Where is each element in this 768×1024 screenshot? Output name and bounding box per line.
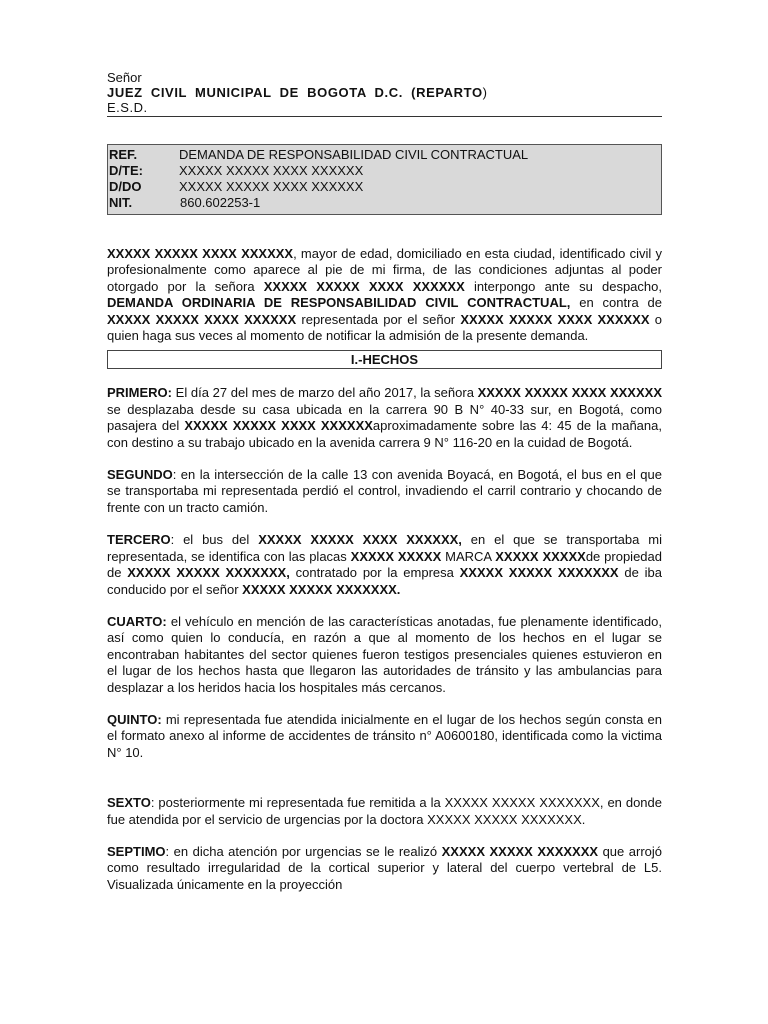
reference-key: REF. (109, 147, 138, 162)
fact-label: PRIMERO: (107, 385, 172, 401)
redacted-name: XXXXX XXXXX XXXXXXX (459, 565, 619, 581)
fact-label: SEGUNDO (107, 467, 173, 483)
fact-septimo (107, 844, 662, 893)
reference-key: D/DO (109, 179, 142, 194)
intro-paragraph (107, 246, 662, 344)
esd-line: E.S.D. (107, 100, 148, 115)
section-heading-hechos: I.-HECHOS (107, 350, 662, 369)
redacted-name: XXXXX XXXXX XXXXXXX. (242, 581, 401, 597)
fact-tercero (107, 532, 662, 598)
fact-text: El día 27 del mes de marzo del año 2017, la señora (172, 385, 478, 401)
reference-value: XXXXX XXXXX XXXX XXXXXX (179, 163, 364, 178)
redacted-name: XXXXX XXXXX XXXX XXXXXX (184, 418, 373, 434)
fact-label: SEPTIMO (107, 843, 166, 859)
intro-text: interpongo ante su despacho, (464, 278, 662, 294)
reference-row (108, 179, 661, 195)
representative-name: XXXXX XXXXX XXXX XXXXXX (460, 311, 650, 327)
address-block (107, 70, 662, 117)
defendant-name: XXXXX XXXXX XXXX XXXXXX (107, 311, 297, 327)
redacted-name: XXXXX XXXXX XXXXXXX (441, 843, 599, 859)
reference-row (108, 195, 661, 211)
fact-text: que arrojó como resultado irregularidad de la cortical superior y lateral del cuerpo vertebral de L5. Visualizada únicamente en la proyección (107, 843, 662, 892)
fact-text: : posteriormente mi representada fue remitida a la XXXXX XXXXX XXXXXXX, en donde fue atendida por el servicio de urgencias por la doctora XXXXX XXXXX XXXXXXX. (107, 795, 662, 827)
redacted-name: XXXXX XXXXX XXXXXXX, (127, 565, 290, 581)
fact-text: mi representada fue atendida inicialmente en el lugar de los hechos según consta en el formato anexo al informe de accidentes de tránsito n° A0600180, identificada como la victima N° 10. (107, 711, 662, 760)
judge-text: JUEZ CIVIL MUNICIPAL DE BOGOTA D.C. (REPARTO (107, 85, 483, 100)
fact-text: : el bus del (170, 532, 259, 548)
salutation: Señor (107, 70, 142, 85)
fact-label: SEXTO (107, 795, 151, 811)
fact-label: TERCERO (107, 532, 171, 548)
fact-primero (107, 385, 662, 451)
document-page (107, 70, 662, 893)
fact-text: MARCA (441, 548, 496, 564)
fact-label: CUARTO: (107, 613, 167, 629)
fact-text: contratado por la empresa (289, 565, 460, 581)
fact-sexto (107, 795, 662, 828)
client-name: XXXXX XXXXX XXXX XXXXXX (263, 278, 465, 294)
fact-label: QUINTO: (107, 711, 162, 727)
intro-text: , mayor de edad, domiciliado en esta ciudad, identificado civil y profesionalmente como aparece al pie de mi firma, de las condiciones adjuntas al poder otorgado por la señora (107, 246, 662, 294)
reference-key: D/TE: (109, 163, 143, 178)
reference-row (108, 147, 661, 163)
fact-text: : en dicha atención por urgencias se le realizó (165, 843, 442, 859)
redacted-brand: XXXXX XXXXX (495, 548, 586, 564)
fact-text: aproximadamente sobre las 4: 45 de la mañana, con destino a su trabajo ubicado en la avenida carrera 9 N° 116-20 en la cuidad de Bogotá. (107, 418, 662, 450)
reference-value: DEMANDA DE RESPONSABILIDAD CIVIL CONTRACTUAL (179, 147, 529, 162)
fact-text: se desplazaba desde su casa ubicada en la carrera 90 B N° 40-33 sur, en Bogotá, como pasajera del (107, 401, 662, 434)
intro-text: representada por el señor (296, 311, 461, 327)
fact-text: : en la intersección de la calle 13 con avenida Boyacá, en Bogotá, el bus en el que se transportaba mi representada perdió el control, invadiendo el carril contrario y chocando de frente con un tracto camión. (107, 467, 662, 515)
judge-paren: ) (482, 85, 488, 100)
redacted-name: XXXXX XXXXX XXXX XXXXXX, (258, 532, 462, 548)
lawsuit-type: DEMANDA ORDINARIA DE RESPONSABILIDAD CIVIL CONTRACTUAL, (107, 295, 571, 311)
reference-box (107, 144, 662, 215)
address-rule (107, 116, 662, 117)
redacted-name: XXXXX XXXXX XXXX XXXXXX (477, 385, 662, 401)
intro-text: o quien haga sus veces al momento de notificar la admisión de la presente demanda. (107, 311, 662, 344)
fact-text: de propiedad de (107, 548, 662, 581)
fact-quinto (107, 712, 662, 761)
reference-key: NIT. (109, 195, 133, 210)
fact-cuarto (107, 614, 662, 696)
reference-row (108, 163, 661, 179)
fact-text: en el que se transportaba mi representada, se identifica con las placas (107, 532, 662, 564)
judge-line (107, 85, 662, 100)
reference-value: XXXXX XXXXX XXXX XXXXXX (179, 179, 364, 194)
intro-text: en contra de (570, 295, 662, 311)
fact-text: el vehículo en mención de las características anotadas, fue plenamente identificado, así como quien lo conducía, en razón a que al momento de los hechos en el lugar se encontraban habitantes del sector quienes fueron testigos presenciales quienes estuvieron en el lugar de los hechos hasta que llegaron las autoridades de tránsito y las ambulancias para desplazar a los heridos hacia los hospitales más cercanos. (107, 613, 662, 695)
plaintiff-name: XXXXX XXXXX XXXX XXXXXX (107, 246, 294, 261)
reference-value: 860.602253-1 (180, 195, 261, 210)
fact-text: de iba conducido por el señor (107, 565, 662, 597)
fact-segundo (107, 467, 662, 516)
redacted-plate: XXXXX XXXXX (350, 548, 442, 564)
